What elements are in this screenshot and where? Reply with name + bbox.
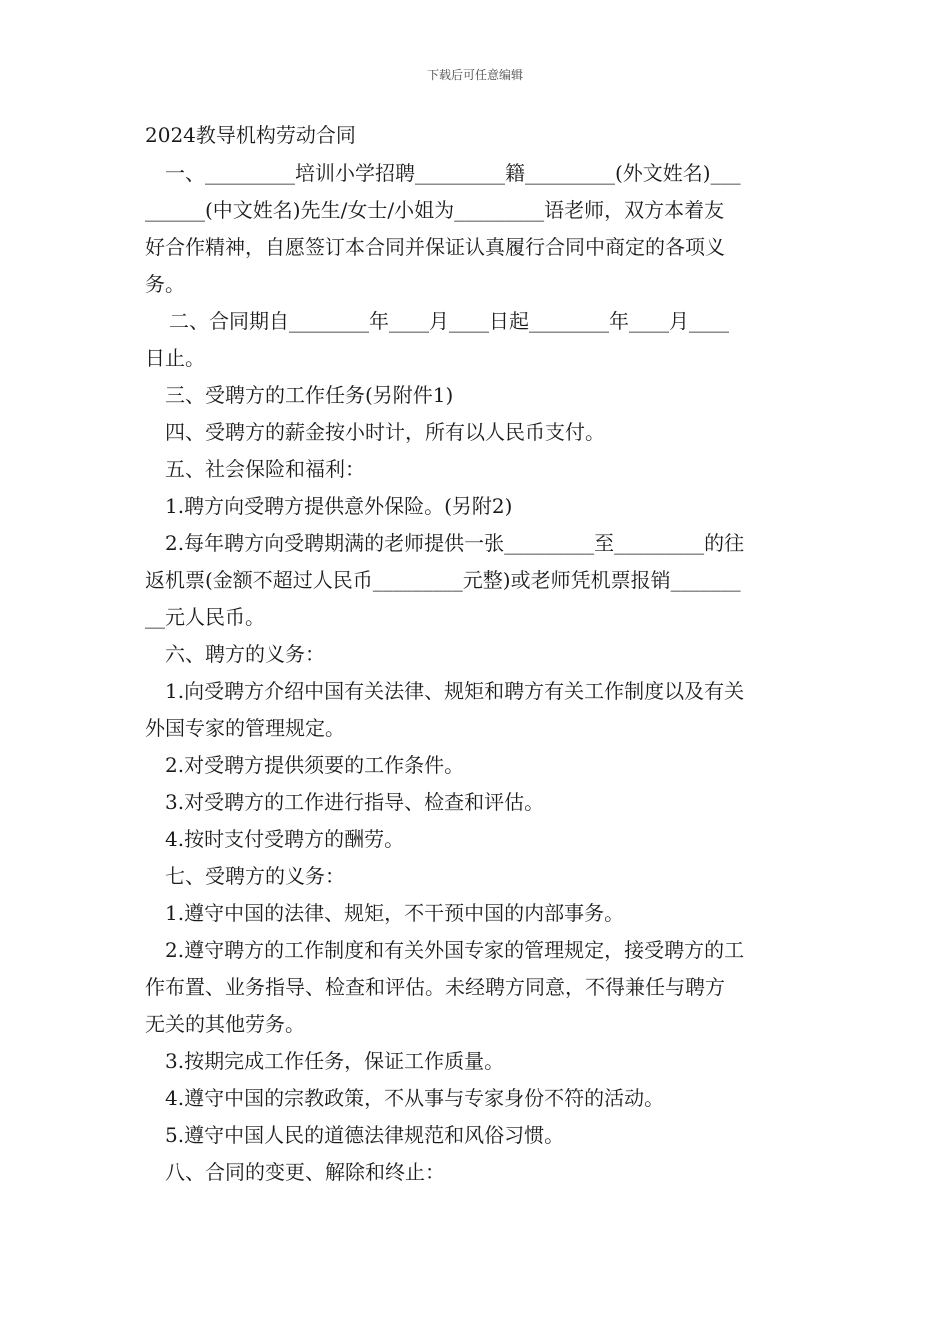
document-line: 七、受聘方的义务： [165, 864, 345, 888]
document-line: 八、合同的变更、解除和终止： [165, 1160, 445, 1184]
document-line: 二、合同期自________年____月____日起________年____月____ [169, 309, 729, 333]
document-line: 三、受聘方的工作任务(另附件1) [165, 383, 454, 407]
document-line: 4.遵守中国的宗教政策，不从事与专家身份不符的活动。 [165, 1086, 665, 1110]
document-line: 无关的其他劳务。 [145, 1012, 305, 1036]
document-line: __元人民币。 [145, 605, 265, 629]
document-line: 1.聘方向受聘方提供意外保险。(另附2) [165, 494, 513, 518]
document-line: 2.每年聘方向受聘期满的老师提供一张_________至_________的往 [165, 531, 745, 555]
document-line: ______(中文姓名)先生/女士/小姐为_________语老师，双方本着友 [145, 198, 725, 222]
document-line: 3.对受聘方的工作进行指导、检查和评估。 [165, 790, 545, 814]
document-line: 外国专家的管理规定。 [145, 716, 345, 740]
document-line: 四、受聘方的薪金按小时计，所有以人民币支付。 [165, 420, 605, 444]
document-line: 2.对受聘方提供须要的工作条件。 [165, 753, 465, 777]
document-line: 务。 [145, 272, 185, 296]
document-line: 六、聘方的义务： [165, 642, 325, 666]
document-line: 1.遵守中国的法律、规矩，不干预中国的内部事务。 [165, 901, 625, 925]
document-line: 作布置、业务指导、检查和评估。未经聘方同意，不得兼任与聘方 [145, 975, 725, 999]
document-line: 3.按期完成工作任务，保证工作质量。 [165, 1049, 505, 1073]
document-line: 4.按时支付受聘方的酬劳。 [165, 827, 405, 851]
document-line: 2.遵守聘方的工作制度和有关外国专家的管理规定，接受聘方的工 [165, 938, 745, 962]
document-line: 一、_________培训小学招聘_________籍_________(外文姓名)___ [165, 161, 741, 185]
document-title: 2024教导机构劳动合同 [145, 123, 356, 147]
document-line: 1.向受聘方介绍中国有关法律、规矩和聘方有关工作制度以及有关 [165, 679, 745, 703]
document-line: 五、社会保险和福利： [165, 457, 365, 481]
page-header-note: 下载后可任意编辑 [426, 68, 523, 82]
document-line: 5.遵守中国人民的道德法律规范和风俗习惯。 [165, 1123, 565, 1147]
document-body [145, 155, 810, 1191]
document-line: 返机票(金额不超过人民币_________元整)或老师凭机票报销_______ [145, 568, 741, 592]
document-line: 好合作精神，自愿签订本合同并保证认真履行合同中商定的各项义 [145, 235, 725, 259]
document-line: 日止。 [145, 346, 205, 370]
